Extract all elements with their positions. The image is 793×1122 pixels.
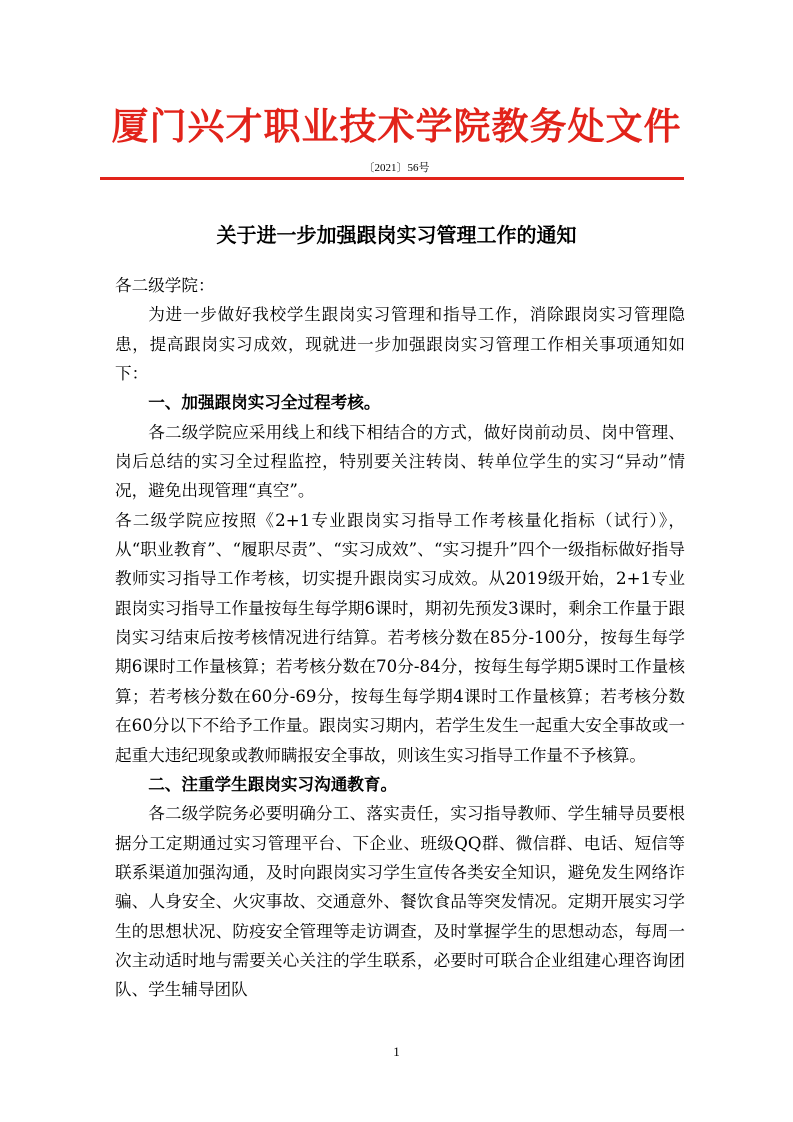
intro-paragraph: 为进一步做好我校学生跟岗实习管理和指导工作，消除跟岗实习管理隐患，提高跟岗实习成效，现就进一步加强跟岗实习管理工作相关事项通知如下： <box>115 305 685 384</box>
section2-paragraph-1: 各二级学院务必要明确分工、落实责任，实习指导教师、学生辅导员要根据分工定期通过实习管理平台、下企业、班级QQ群、微信群、电话、短信等联系渠道加强沟通，及时向跟岗实习学生宣传各类安全知识，避免发生网络诈骗、人身安全、火灾事故、交通意外、餐饮食品等突发情况。定期开展实习学生的思想状况、防疫安全管理等走访调查，及时掌握学生的思想动态，每周一次主动适时地与需要关心关注的学生联系，必要时可联合企业组建心理咨询团队、学生辅导团队 <box>115 804 685 1000</box>
document-number: 〔2021〕56号 <box>363 162 430 174</box>
notice-title: 关于进一步加强跟岗实习管理工作的通知 <box>216 223 577 247</box>
notice-body <box>115 271 685 1005</box>
page-number: 1 <box>393 1044 400 1059</box>
section1-paragraph-2: 各二级学院应按照《2+1专业跟岗实习指导工作考核量化指标（试行）》，从“职业教育”、“履职尽责”、“实习成效”、“实习提升”四个一级指标做好指导教师实习指导工作考核，切实提升跟岗实习成效。从2019级开始，2+1专业跟岗实习指导工作量按每生每学期6课时，期初先预发3课时，剩余工作量于跟岗实习结束后按考核情况进行结算。若考核分数在85分-100分，按每生每学期6课时工作量核算；若考核分数在70分-84分，按每生每学期5课时工作量核算；若考核分数在60分-69分，按每生每学期4课时工作量核算；若考核分数在60分以下不给予工作量。跟岗实习期内，若学生发生一起重大安全事故或一起重大违纪现象或教师瞒报安全事故，则该生实习指导工作量不予核算。 <box>115 510 685 765</box>
salutation: 各二级学院： <box>115 276 215 295</box>
section2-heading: 二、注重学生跟岗实习沟通教育。 <box>148 774 398 794</box>
section1-paragraph-1: 各二级学院应采用线上和线下相结合的方式，做好岗前动员、岗中管理、岗后总结的实习全过程监控，特别要关注转岗、转单位学生的实习“异动”情况，避免出现管理“真空”。 <box>115 422 685 501</box>
section1-heading: 一、加强跟岗实习全过程考核。 <box>148 393 381 413</box>
red-divider-line <box>100 177 684 180</box>
document-header-title: 厦门兴才职业技术学院教务处文件 <box>111 104 682 148</box>
